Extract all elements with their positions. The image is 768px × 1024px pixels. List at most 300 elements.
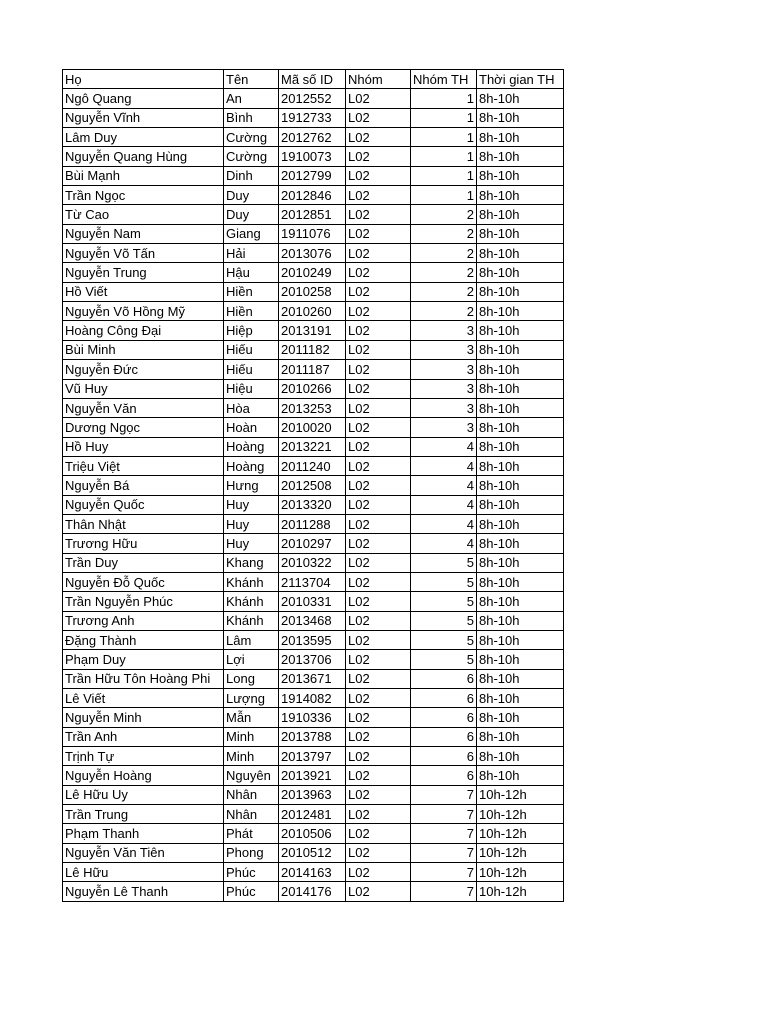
cell-ten: Lượng xyxy=(224,689,279,708)
cell-nhom-th: 7 xyxy=(411,882,477,901)
cell-thoi-gian-th: 8h-10h xyxy=(477,476,564,495)
cell-nhom-th: 2 xyxy=(411,282,477,301)
cell-ho: Trần Trung xyxy=(63,805,224,824)
cell-nhom: L02 xyxy=(346,244,411,263)
cell-ten: Hòa xyxy=(224,398,279,417)
cell-ten: Lợi xyxy=(224,650,279,669)
cell-thoi-gian-th: 8h-10h xyxy=(477,302,564,321)
cell-nhom-th: 4 xyxy=(411,476,477,495)
cell-nhom-th: 6 xyxy=(411,708,477,727)
cell-ten: Phúc xyxy=(224,863,279,882)
cell-ma-so-id: 2011182 xyxy=(279,340,346,359)
cell-thoi-gian-th: 8h-10h xyxy=(477,766,564,785)
cell-ho: Nguyễn Quang Hùng xyxy=(63,147,224,166)
cell-ma-so-id: 2013468 xyxy=(279,611,346,630)
cell-nhom-th: 4 xyxy=(411,456,477,475)
header-thoi-gian-th: Thời gian TH xyxy=(477,70,564,89)
cell-ten: Phúc xyxy=(224,882,279,901)
table-row xyxy=(63,534,564,553)
header-ten: Tên xyxy=(224,70,279,89)
cell-nhom-th: 3 xyxy=(411,398,477,417)
cell-ho: Hồ Huy xyxy=(63,437,224,456)
cell-nhom: L02 xyxy=(346,630,411,649)
cell-thoi-gian-th: 8h-10h xyxy=(477,128,564,147)
cell-thoi-gian-th: 8h-10h xyxy=(477,708,564,727)
cell-ho: Phạm Duy xyxy=(63,650,224,669)
cell-thoi-gian-th: 8h-10h xyxy=(477,263,564,282)
cell-nhom: L02 xyxy=(346,534,411,553)
cell-ma-so-id: 2010249 xyxy=(279,263,346,282)
cell-ho: Nguyễn Quốc xyxy=(63,495,224,514)
table-row xyxy=(63,727,564,746)
cell-nhom-th: 3 xyxy=(411,340,477,359)
cell-thoi-gian-th: 8h-10h xyxy=(477,689,564,708)
cell-ma-so-id: 2012851 xyxy=(279,205,346,224)
cell-ma-so-id: 2113704 xyxy=(279,572,346,591)
table-row xyxy=(63,476,564,495)
cell-nhom-th: 1 xyxy=(411,89,477,108)
table-row xyxy=(63,650,564,669)
cell-nhom: L02 xyxy=(346,805,411,824)
cell-ma-so-id: 1910073 xyxy=(279,147,346,166)
cell-thoi-gian-th: 10h-12h xyxy=(477,882,564,901)
cell-ho: Lê Hữu xyxy=(63,863,224,882)
cell-ten: Bình xyxy=(224,108,279,127)
cell-nhom: L02 xyxy=(346,456,411,475)
cell-thoi-gian-th: 8h-10h xyxy=(477,147,564,166)
cell-nhom-th: 2 xyxy=(411,302,477,321)
cell-ten: Lâm xyxy=(224,630,279,649)
cell-nhom-th: 7 xyxy=(411,824,477,843)
cell-thoi-gian-th: 10h-12h xyxy=(477,843,564,862)
cell-ten: Cường xyxy=(224,147,279,166)
cell-ho: Trịnh Tự xyxy=(63,747,224,766)
table-row xyxy=(63,495,564,514)
cell-ho: Trương Anh xyxy=(63,611,224,630)
cell-nhom-th: 2 xyxy=(411,244,477,263)
cell-nhom: L02 xyxy=(346,514,411,533)
cell-nhom: L02 xyxy=(346,166,411,185)
cell-ten: Long xyxy=(224,669,279,688)
header-row xyxy=(63,70,564,89)
cell-ma-so-id: 2013076 xyxy=(279,244,346,263)
cell-ten: Mẫn xyxy=(224,708,279,727)
cell-ten: Hiền xyxy=(224,282,279,301)
cell-nhom: L02 xyxy=(346,824,411,843)
cell-nhom-th: 1 xyxy=(411,128,477,147)
cell-nhom-th: 5 xyxy=(411,650,477,669)
cell-ma-so-id: 2013221 xyxy=(279,437,346,456)
table-row xyxy=(63,708,564,727)
cell-nhom: L02 xyxy=(346,689,411,708)
cell-ten: Huy xyxy=(224,514,279,533)
table-row xyxy=(63,147,564,166)
cell-ma-so-id: 2010258 xyxy=(279,282,346,301)
cell-ma-so-id: 2013921 xyxy=(279,766,346,785)
table-row xyxy=(63,766,564,785)
header-nhom: Nhóm xyxy=(346,70,411,89)
cell-nhom: L02 xyxy=(346,147,411,166)
cell-nhom-th: 3 xyxy=(411,379,477,398)
table-row xyxy=(63,747,564,766)
cell-nhom-th: 1 xyxy=(411,147,477,166)
cell-ma-so-id: 2013191 xyxy=(279,321,346,340)
cell-ma-so-id: 2010322 xyxy=(279,553,346,572)
cell-ho: Ngô Quang xyxy=(63,89,224,108)
cell-ma-so-id: 2013671 xyxy=(279,669,346,688)
table-row xyxy=(63,592,564,611)
cell-thoi-gian-th: 8h-10h xyxy=(477,224,564,243)
cell-ho: Trần Hữu Tôn Hoàng Phi xyxy=(63,669,224,688)
cell-ma-so-id: 2010020 xyxy=(279,418,346,437)
cell-ma-so-id: 2013253 xyxy=(279,398,346,417)
cell-ho: Nguyễn Võ Hồng Mỹ xyxy=(63,302,224,321)
cell-ho: Đặng Thành xyxy=(63,630,224,649)
cell-thoi-gian-th: 8h-10h xyxy=(477,553,564,572)
table-row xyxy=(63,205,564,224)
cell-ten: Hoàn xyxy=(224,418,279,437)
cell-ma-so-id: 2012508 xyxy=(279,476,346,495)
cell-ma-so-id: 2010512 xyxy=(279,843,346,862)
cell-nhom-th: 5 xyxy=(411,553,477,572)
cell-thoi-gian-th: 8h-10h xyxy=(477,495,564,514)
cell-nhom: L02 xyxy=(346,727,411,746)
cell-ho: Nguyễn Bá xyxy=(63,476,224,495)
cell-ten: Hiền xyxy=(224,302,279,321)
cell-nhom: L02 xyxy=(346,205,411,224)
cell-thoi-gian-th: 8h-10h xyxy=(477,398,564,417)
cell-ho: Nguyễn Võ Tấn xyxy=(63,244,224,263)
cell-nhom-th: 2 xyxy=(411,263,477,282)
header-ma-so-id: Mã số ID xyxy=(279,70,346,89)
header-nhom-th: Nhóm TH xyxy=(411,70,477,89)
cell-ma-so-id: 2012846 xyxy=(279,186,346,205)
cell-ten: Nhân xyxy=(224,805,279,824)
header-ho: Họ xyxy=(63,70,224,89)
cell-ma-so-id: 2011187 xyxy=(279,360,346,379)
cell-nhom-th: 5 xyxy=(411,611,477,630)
cell-nhom-th: 4 xyxy=(411,495,477,514)
table-row xyxy=(63,302,564,321)
cell-nhom: L02 xyxy=(346,379,411,398)
cell-nhom-th: 5 xyxy=(411,630,477,649)
cell-ma-so-id: 2011288 xyxy=(279,514,346,533)
cell-thoi-gian-th: 8h-10h xyxy=(477,166,564,185)
cell-ho: Lê Viết xyxy=(63,689,224,708)
cell-ho: Nguyễn Trung xyxy=(63,263,224,282)
table-row xyxy=(63,824,564,843)
cell-ma-so-id: 2013706 xyxy=(279,650,346,669)
table-row xyxy=(63,360,564,379)
cell-thoi-gian-th: 8h-10h xyxy=(477,321,564,340)
cell-nhom-th: 7 xyxy=(411,843,477,862)
cell-nhom: L02 xyxy=(346,108,411,127)
cell-ma-so-id: 2013595 xyxy=(279,630,346,649)
cell-ho: Nguyễn Đỗ Quốc xyxy=(63,572,224,591)
cell-ma-so-id: 2012799 xyxy=(279,166,346,185)
cell-ten: Khánh xyxy=(224,592,279,611)
cell-nhom: L02 xyxy=(346,611,411,630)
cell-ten: Minh xyxy=(224,727,279,746)
cell-nhom: L02 xyxy=(346,89,411,108)
cell-ho: Nguyễn Vĩnh xyxy=(63,108,224,127)
cell-ma-so-id: 2010506 xyxy=(279,824,346,843)
table-row xyxy=(63,282,564,301)
table-row xyxy=(63,398,564,417)
table-row xyxy=(63,611,564,630)
cell-ma-so-id: 1912733 xyxy=(279,108,346,127)
cell-ten: Phong xyxy=(224,843,279,862)
cell-thoi-gian-th: 8h-10h xyxy=(477,611,564,630)
cell-ho: Thân Nhật xyxy=(63,514,224,533)
cell-ma-so-id: 2012552 xyxy=(279,89,346,108)
cell-nhom-th: 3 xyxy=(411,321,477,340)
cell-nhom: L02 xyxy=(346,282,411,301)
cell-thoi-gian-th: 8h-10h xyxy=(477,669,564,688)
cell-ho: Triệu Việt xyxy=(63,456,224,475)
cell-ho: Nguyễn Minh xyxy=(63,708,224,727)
cell-nhom: L02 xyxy=(346,863,411,882)
cell-ho: Bùi Mạnh xyxy=(63,166,224,185)
table-row xyxy=(63,843,564,862)
cell-nhom: L02 xyxy=(346,708,411,727)
cell-thoi-gian-th: 8h-10h xyxy=(477,572,564,591)
cell-nhom-th: 1 xyxy=(411,166,477,185)
cell-nhom: L02 xyxy=(346,321,411,340)
cell-nhom: L02 xyxy=(346,650,411,669)
table-row xyxy=(63,263,564,282)
cell-nhom-th: 3 xyxy=(411,418,477,437)
cell-thoi-gian-th: 10h-12h xyxy=(477,805,564,824)
cell-nhom-th: 5 xyxy=(411,572,477,591)
cell-nhom-th: 6 xyxy=(411,669,477,688)
cell-thoi-gian-th: 8h-10h xyxy=(477,379,564,398)
cell-nhom: L02 xyxy=(346,360,411,379)
cell-ma-so-id: 2013320 xyxy=(279,495,346,514)
cell-nhom-th: 6 xyxy=(411,689,477,708)
cell-nhom: L02 xyxy=(346,398,411,417)
cell-nhom-th: 2 xyxy=(411,224,477,243)
cell-nhom: L02 xyxy=(346,572,411,591)
table-row xyxy=(63,805,564,824)
cell-ten: Giang xyxy=(224,224,279,243)
table-body xyxy=(63,89,564,901)
cell-ten: Hậu xyxy=(224,263,279,282)
cell-nhom: L02 xyxy=(346,669,411,688)
cell-thoi-gian-th: 8h-10h xyxy=(477,340,564,359)
cell-ho: Nguyễn Lê Thanh xyxy=(63,882,224,901)
cell-nhom-th: 3 xyxy=(411,360,477,379)
cell-thoi-gian-th: 8h-10h xyxy=(477,108,564,127)
cell-nhom: L02 xyxy=(346,437,411,456)
cell-ten: Minh xyxy=(224,747,279,766)
cell-ma-so-id: 2013797 xyxy=(279,747,346,766)
cell-nhom: L02 xyxy=(346,766,411,785)
cell-ten: Hoàng xyxy=(224,437,279,456)
cell-ma-so-id: 1911076 xyxy=(279,224,346,243)
cell-nhom: L02 xyxy=(346,224,411,243)
cell-nhom: L02 xyxy=(346,785,411,804)
cell-ma-so-id: 2010266 xyxy=(279,379,346,398)
table-row xyxy=(63,437,564,456)
table-row xyxy=(63,244,564,263)
cell-ho: Dương Ngọc xyxy=(63,418,224,437)
table-row xyxy=(63,630,564,649)
cell-ten: Nhân xyxy=(224,785,279,804)
cell-ho: Nguyễn Văn Tiên xyxy=(63,843,224,862)
cell-ho: Từ Cao xyxy=(63,205,224,224)
table-row xyxy=(63,863,564,882)
cell-nhom-th: 2 xyxy=(411,205,477,224)
cell-ten: Hiệp xyxy=(224,321,279,340)
cell-thoi-gian-th: 10h-12h xyxy=(477,785,564,804)
cell-nhom: L02 xyxy=(346,263,411,282)
cell-nhom: L02 xyxy=(346,553,411,572)
cell-ten: Hưng xyxy=(224,476,279,495)
cell-ten: Hoàng xyxy=(224,456,279,475)
table-row xyxy=(63,379,564,398)
cell-thoi-gian-th: 8h-10h xyxy=(477,418,564,437)
cell-ho: Nguyễn Nam xyxy=(63,224,224,243)
cell-thoi-gian-th: 10h-12h xyxy=(477,863,564,882)
cell-thoi-gian-th: 8h-10h xyxy=(477,205,564,224)
cell-nhom-th: 1 xyxy=(411,186,477,205)
cell-ten: Huy xyxy=(224,534,279,553)
cell-ten: Cường xyxy=(224,128,279,147)
cell-ho: Bùi Minh xyxy=(63,340,224,359)
cell-ma-so-id: 2012762 xyxy=(279,128,346,147)
cell-ho: Trần Ngọc xyxy=(63,186,224,205)
cell-ten: Khánh xyxy=(224,611,279,630)
cell-ten: Huy xyxy=(224,495,279,514)
cell-nhom-th: 4 xyxy=(411,514,477,533)
cell-ma-so-id: 2010331 xyxy=(279,592,346,611)
cell-nhom-th: 1 xyxy=(411,108,477,127)
cell-nhom: L02 xyxy=(346,476,411,495)
cell-thoi-gian-th: 8h-10h xyxy=(477,650,564,669)
cell-nhom-th: 6 xyxy=(411,766,477,785)
cell-thoi-gian-th: 8h-10h xyxy=(477,727,564,746)
table-row xyxy=(63,456,564,475)
cell-nhom-th: 4 xyxy=(411,534,477,553)
student-group-table xyxy=(62,69,564,902)
cell-ten: Duy xyxy=(224,205,279,224)
cell-thoi-gian-th: 8h-10h xyxy=(477,89,564,108)
cell-ten: An xyxy=(224,89,279,108)
table-row xyxy=(63,785,564,804)
cell-ho: Nguyễn Đức xyxy=(63,360,224,379)
cell-thoi-gian-th: 8h-10h xyxy=(477,534,564,553)
cell-ho: Trần Duy xyxy=(63,553,224,572)
cell-ma-so-id: 1910336 xyxy=(279,708,346,727)
cell-ho: Trần Anh xyxy=(63,727,224,746)
cell-ma-so-id: 2014176 xyxy=(279,882,346,901)
cell-ma-so-id: 2010297 xyxy=(279,534,346,553)
cell-ho: Phạm Thanh xyxy=(63,824,224,843)
table-row xyxy=(63,689,564,708)
cell-ho: Nguyễn Văn xyxy=(63,398,224,417)
cell-thoi-gian-th: 8h-10h xyxy=(477,360,564,379)
cell-ten: Hải xyxy=(224,244,279,263)
cell-nhom: L02 xyxy=(346,418,411,437)
table-row xyxy=(63,186,564,205)
table-row xyxy=(63,321,564,340)
table-row xyxy=(63,572,564,591)
cell-ten: Dinh xyxy=(224,166,279,185)
cell-nhom-th: 7 xyxy=(411,863,477,882)
table-row xyxy=(63,108,564,127)
cell-nhom: L02 xyxy=(346,186,411,205)
cell-nhom-th: 7 xyxy=(411,785,477,804)
cell-ma-so-id: 1914082 xyxy=(279,689,346,708)
cell-thoi-gian-th: 8h-10h xyxy=(477,186,564,205)
table-row xyxy=(63,166,564,185)
cell-ten: Nguyên xyxy=(224,766,279,785)
table-row xyxy=(63,418,564,437)
cell-ma-so-id: 2013788 xyxy=(279,727,346,746)
table-row xyxy=(63,128,564,147)
cell-thoi-gian-th: 8h-10h xyxy=(477,282,564,301)
cell-nhom: L02 xyxy=(346,747,411,766)
cell-nhom: L02 xyxy=(346,302,411,321)
table-row xyxy=(63,224,564,243)
cell-thoi-gian-th: 8h-10h xyxy=(477,630,564,649)
cell-ma-so-id: 2014163 xyxy=(279,863,346,882)
cell-ten: Khang xyxy=(224,553,279,572)
table-row xyxy=(63,340,564,359)
cell-thoi-gian-th: 8h-10h xyxy=(477,437,564,456)
cell-ten: Hiếu xyxy=(224,360,279,379)
cell-ho: Lâm Duy xyxy=(63,128,224,147)
cell-nhom: L02 xyxy=(346,128,411,147)
cell-thoi-gian-th: 8h-10h xyxy=(477,747,564,766)
cell-nhom-th: 6 xyxy=(411,747,477,766)
cell-thoi-gian-th: 8h-10h xyxy=(477,244,564,263)
cell-thoi-gian-th: 8h-10h xyxy=(477,456,564,475)
cell-ma-so-id: 2013963 xyxy=(279,785,346,804)
cell-ten: Hiếu xyxy=(224,340,279,359)
cell-ho: Trương Hữu xyxy=(63,534,224,553)
cell-ten: Khánh xyxy=(224,572,279,591)
cell-ma-so-id: 2011240 xyxy=(279,456,346,475)
cell-ho: Trần Nguyễn Phúc xyxy=(63,592,224,611)
cell-nhom: L02 xyxy=(346,340,411,359)
cell-ho: Nguyễn Hoàng xyxy=(63,766,224,785)
table-row xyxy=(63,553,564,572)
cell-ho: Hồ Viết xyxy=(63,282,224,301)
cell-nhom: L02 xyxy=(346,882,411,901)
cell-nhom-th: 5 xyxy=(411,592,477,611)
cell-ho: Hoàng Công Đại xyxy=(63,321,224,340)
cell-thoi-gian-th: 8h-10h xyxy=(477,592,564,611)
cell-nhom-th: 4 xyxy=(411,437,477,456)
cell-ten: Phát xyxy=(224,824,279,843)
cell-ten: Hiệu xyxy=(224,379,279,398)
cell-nhom: L02 xyxy=(346,592,411,611)
cell-ho: Lê Hữu Uy xyxy=(63,785,224,804)
cell-ho: Vũ Huy xyxy=(63,379,224,398)
cell-nhom-th: 7 xyxy=(411,805,477,824)
cell-ma-so-id: 2012481 xyxy=(279,805,346,824)
table-row xyxy=(63,669,564,688)
table-row xyxy=(63,89,564,108)
cell-nhom: L02 xyxy=(346,495,411,514)
cell-nhom-th: 6 xyxy=(411,727,477,746)
table-row xyxy=(63,882,564,901)
cell-ma-so-id: 2010260 xyxy=(279,302,346,321)
cell-thoi-gian-th: 8h-10h xyxy=(477,514,564,533)
cell-ten: Duy xyxy=(224,186,279,205)
